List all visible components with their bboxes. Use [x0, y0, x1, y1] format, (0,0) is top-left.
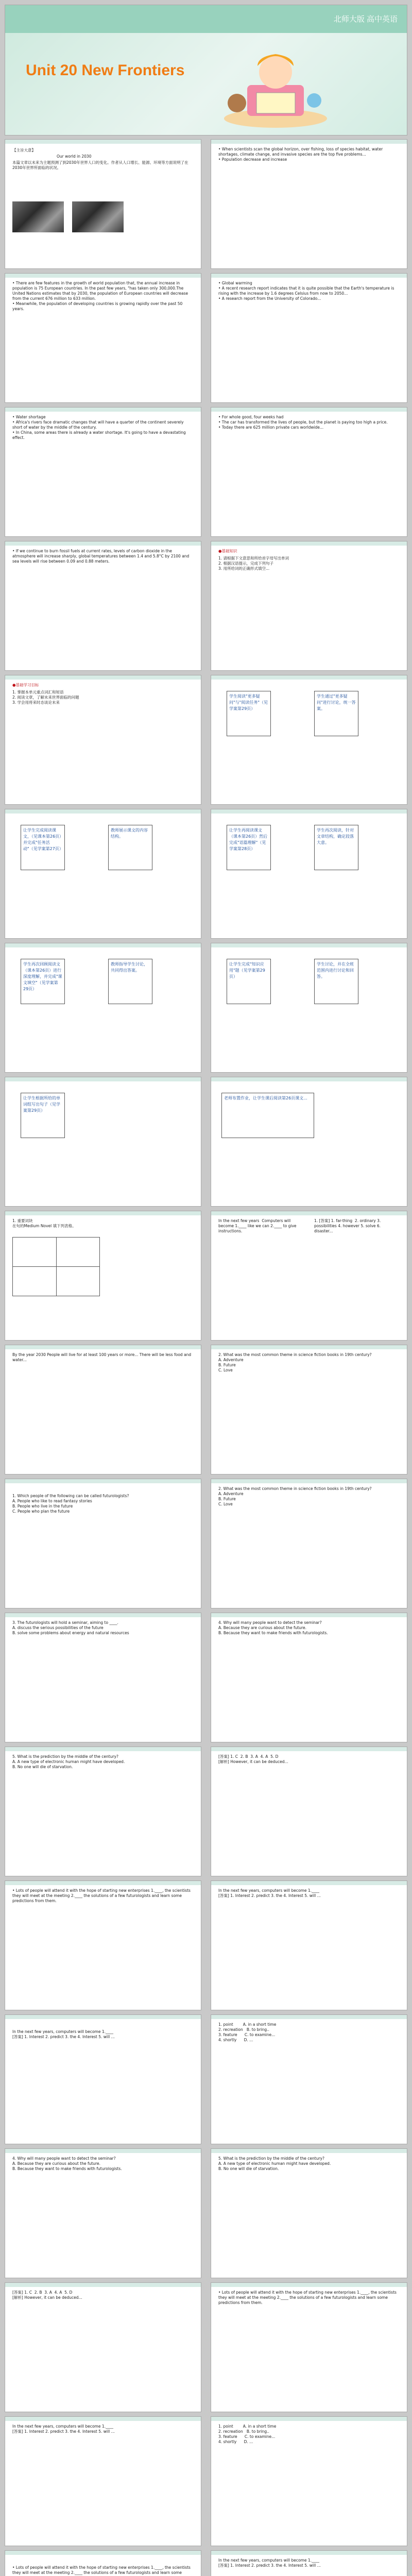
slide-text: 本篇文章以未来为主题预测了到2030年世界人口的变化。作者从人口增长、能源、环境等方面说明了在2030年世界所面临的状况。 — [12, 160, 188, 170]
slide-text: • Global warming • A recent research report indicates that it is quite possible that the Earth's temperature is rising with the increase by 1.6 degrees Celsius from now to 2050... • A research report from the University of Colorado... — [218, 281, 394, 301]
summary-table — [12, 1237, 100, 1296]
girl-reading-illustration — [216, 36, 335, 129]
slide-topbar — [5, 1479, 201, 1483]
slide-topbar — [211, 1211, 407, 1215]
slide-heading: ●基础知识 — [218, 549, 237, 553]
title-slide — [5, 5, 407, 135]
teaching-note-left: 让学生完成阅读课文，（见课本第26页）并完成"任务活动"（见学案第27页） — [21, 825, 65, 870]
slide-s20 — [211, 1345, 407, 1475]
title-tag: 北师大版 高中英语 — [333, 15, 398, 24]
slide-topbar — [211, 675, 407, 680]
slide-topbar — [5, 2417, 201, 2421]
city-photo — [12, 201, 64, 232]
slide-text: By the year 2030 People will live for at least 100 years or more... There will be less food and water... — [12, 1352, 193, 1362]
slide-text: [答案] 1. C 2. B 3. A 4. A 5. D [解析] However, it can be deduced... — [218, 1754, 288, 1764]
slide-topbar — [211, 1077, 407, 1081]
slide-s4 — [211, 273, 407, 403]
slide-s18 — [211, 1211, 407, 1341]
slide-topbar — [211, 2283, 407, 2287]
slide-s21 — [5, 1479, 201, 1608]
slide-s31 — [5, 2148, 201, 2278]
teaching-note-right: 学生通过"更多疑问"进行讨论，统一答案。 — [314, 691, 358, 736]
slide-text: • Lots of people will attend it with the hope of starting new enterprises 1.____, the scientists they will meet at the meeting 2.____ the solutions of a few futurologists and learn some — [12, 2565, 191, 2575]
slide-topbar — [211, 2149, 407, 2153]
slide-topbar — [5, 943, 201, 947]
slide-s7 — [5, 541, 201, 671]
slide-s28 — [211, 1880, 407, 2010]
teaching-note-right: 学生讨论，并在全班范围内进行讨论和回答。 — [314, 959, 358, 1004]
slide-topbar — [211, 2015, 407, 2019]
slide-topbar — [211, 1747, 407, 1751]
slide-topbar — [5, 541, 201, 546]
slide-topbar — [5, 1077, 201, 1081]
slide-text: • Lots of people will attend it with the hope of starting new enterprises 1.____, the scientists they will meet at the meeting 2.____ the solutions of a few futurologists and learn some predictions from them. — [218, 2290, 398, 2305]
teaching-note-right: 教师展示课文的内容结构。 — [108, 825, 152, 870]
teaching-note-left: 学生阅读"更多疑问"与"阅读任务"（见学案第29页） — [227, 691, 271, 736]
slide-heading: 【主旨大意】 — [12, 148, 36, 152]
slide-topbar — [5, 1345, 201, 1349]
slide-topbar — [211, 1881, 407, 1885]
slide-text: In the next few years, computers will become 1.____ [答案] 1. Interest 2. predict 3. the 4. Interest 5. will ... — [218, 1888, 321, 1898]
slide-s26 — [211, 1747, 407, 1876]
slide-topbar — [211, 274, 407, 278]
unit-title: Unit 20 New Frontiers — [26, 62, 185, 79]
slide-s2 — [211, 139, 407, 269]
slide-topbar — [211, 541, 407, 546]
slide-s35 — [5, 2416, 201, 2546]
slide-heading: ●基础学习目标 — [12, 683, 39, 687]
slide-s33 — [5, 2282, 201, 2412]
slide-text: • Lots of people will attend it with the hope of starting new enterprises 1.____, the scientists they will meet at the meeting 2.____ the solutions of a few futurologists and learn some predictions from them. — [12, 1888, 192, 1903]
slide-topbar — [211, 140, 407, 144]
slide-text: 2. What was the most common theme in science fiction books in 19th century? A. Adventure B. Future C. Love — [218, 1486, 372, 1506]
slide-topbar — [5, 408, 201, 412]
slide-topbar — [211, 1479, 407, 1483]
slide-topbar — [5, 2149, 201, 2153]
slide-s22 — [211, 1479, 407, 1608]
slide-topbar — [211, 809, 407, 814]
slide-s9 — [5, 675, 201, 805]
slide-s32 — [211, 2148, 407, 2278]
slide-text: 4. Why will many people want to detect the seminar? A. Because they are curious about the future. B. Because they want to make friends with futurologists. — [12, 2156, 122, 2171]
slide-text: 1. 掌握本单元重点词汇和短语 2. 阅读文章，了解未来世界面临的问题 3. 学会用将来时态谈论未来 — [12, 690, 79, 705]
teaching-note-left: 让学生再阅读课文（课本第26页）然后完成"语篇理解"（见学案第28页） — [227, 825, 271, 870]
slide-s10 — [211, 675, 407, 805]
slide-text: 1. 请根据下文意思和所给首字母写出单词 2. 根据汉语提示，完成下列句子 3. 用所给词的正确形式填空... — [218, 556, 289, 571]
slide-s23 — [5, 1613, 201, 1742]
slide-topbar — [211, 943, 407, 947]
slide-s17 — [5, 1211, 201, 1341]
slide-text: • When scientists scan the global horizon, over fishing, loss of species habitat, water shortages, climate change, and invasive species are the top five problems... • Population decrease and increase — [218, 147, 383, 162]
slide-text: 1. 重要词块 在句的Medium Novel 填下列表格。 — [12, 1218, 76, 1228]
slide-topbar — [211, 2551, 407, 2555]
slide-topbar — [211, 2417, 407, 2421]
slide-s38 — [211, 2550, 407, 2576]
slide-s16 — [211, 1077, 407, 1207]
slide-text: In the next few years Computers will become 1.____ like we can 2.____ to give instructions. — [218, 1218, 298, 1233]
slide-text: • For whole good, four weeks had • The car has transformed the lives of people, but the planet is paying too high a price. • Today there are 625 million private cars worldwide... — [218, 415, 388, 430]
slide-text: 2. What was the most common theme in science fiction books in 19th century? A. Adventure B. Future C. Love — [218, 1352, 372, 1372]
slide-s12 — [211, 809, 407, 939]
slide-text: 5. What is the prediction by the middle of the century? A. A new type of electronic human might have developed. B. No one will die of starvation. — [12, 1754, 125, 1769]
teaching-note-left: 让学生根据所给的单词组写出句子（见学案第29页） — [21, 1093, 65, 1138]
slide-topbar — [5, 1211, 201, 1215]
slide-s5 — [5, 407, 201, 537]
slide-topbar — [5, 1881, 201, 1885]
slide-s30 — [211, 2014, 407, 2144]
slide-topbar — [5, 809, 201, 814]
slide-topbar — [5, 675, 201, 680]
slide-s15 — [5, 1077, 201, 1207]
slide-s36 — [211, 2416, 407, 2546]
slide-s25 — [5, 1747, 201, 1876]
slide-topbar — [5, 2551, 201, 2555]
slide-topbar — [211, 408, 407, 412]
teaching-note-left: 让学生完成"知识应用"题（见学案第29页） — [227, 959, 271, 1004]
city-photo-2 — [72, 201, 124, 232]
slide-s1 — [5, 139, 201, 269]
slide-s29 — [5, 2014, 201, 2144]
slide-topbar — [211, 1345, 407, 1349]
slide-text: [答案] 1. C 2. B 3. A 4. A 5. D [解析] However, it can be deduced... — [12, 2290, 82, 2300]
slide-s34 — [211, 2282, 407, 2412]
slide-text: 1. point A. in a short time 2. recreation B. to bring.. 3. feature C. to examine... 4. shortly D. ... — [218, 2022, 277, 2042]
slide-topbar — [5, 140, 201, 144]
slide-text: In the next few years, computers will become 1.____ [答案] 1. Interest 2. predict 3. the 4. Interest 5. will ... — [218, 2558, 321, 2568]
slide-s19 — [5, 1345, 201, 1475]
teaching-note-right: 学生再次阅读，针对文章结构，确定段落大意。 — [314, 825, 358, 870]
slide-text: 4. Why will many people want to detect the seminar? A. Because they are curious about the future. B. Because they want to make friends with futurologists. — [218, 1620, 328, 1635]
slide-topbar — [5, 2283, 201, 2287]
teaching-note-right: 教师指导学生讨论，共同得出答案。 — [108, 959, 152, 1004]
slide-text: In the next few years, computers will become 1.____ [答案] 1. Interest 2. predict 3. the 4. Interest 5. will ... — [12, 2424, 115, 2434]
slide-text: 5. What is the prediction by the middle of the century? A. A new type of electronic human might have developed. B. No one will die of starvation. — [218, 2156, 331, 2171]
slide-text: 3. The futurologists will hold a seminar, aiming to ____. A. discuss the serious possibilities of the future B. solve some problems about energy and natural resources — [12, 1620, 129, 1635]
slide-topbar — [5, 1613, 201, 1617]
slide-topbar — [5, 274, 201, 278]
slide-text: 1. Which people of the following can be called futurologists? A. People who like to read fantasy stories B. People who live in the future C. People who plan the future — [12, 1494, 129, 1514]
slide-topbar — [211, 1613, 407, 1617]
teaching-note-wide: 老师布置作业，让学生课后阅读第26页课文... — [221, 1093, 314, 1138]
slide-text: • If we continue to burn fossil fuels at current rates, levels of carbon dioxide in the atmosphere will increase sharply, global temperatures between 1.4 and 5.8°C by 2100 and sea levels will rise between 0.09 and 0.88 meters. — [12, 549, 191, 564]
slide-s3 — [5, 273, 201, 403]
slide-text: • There are few features in the growth of world population that, the annual increase in population is 75 European countries. In the past few years, "has taken only 300,000.The United Nations estimates that by 2030, the population of European countries will decrease from the current 676 million to 633 million. • Meanwhile, the population of developing countries is growing rapidly over the past 50 years. — [12, 281, 188, 311]
slide-s27 — [5, 1880, 201, 2010]
slide-s14 — [211, 943, 407, 1073]
teaching-note-left: 学生再次回顾阅读文（课本第26页）进行深度理解，并完成"课文填空"（见学案第29页） — [21, 959, 65, 1004]
slide-text: • Water shortage • Africa's rivers face dramatic changes that will have a quarter of the continent severely short of water by the middle of the century. • In China, some areas there is already a water shortage. It's going to have a devastating effect. — [12, 415, 186, 440]
slide-s37 — [5, 2550, 201, 2576]
slide-s6 — [211, 407, 407, 537]
slide-topbar — [5, 2015, 201, 2019]
slide-topbar — [5, 1747, 201, 1751]
slide-s24 — [211, 1613, 407, 1742]
slide-text: In the next few years, computers will become 1.____ [答案] 1. Interest 2. predict 3. the 4. Interest 5. will ... — [12, 2029, 115, 2039]
slide-s8 — [211, 541, 407, 671]
slide-sub: Our world in 2030 — [57, 154, 92, 159]
slide-text-answer: 1. [答案] 1. far-thing 2. ordinary 3. possibilities 4. however 5. solve 6. disaster... — [314, 1218, 382, 1233]
slide-s13 — [5, 943, 201, 1073]
slide-s11 — [5, 809, 201, 939]
slide-text: 1. point A. in a short time 2. recreation B. to bring.. 3. feature C. to examine... 4. shortly D. ... — [218, 2424, 277, 2444]
